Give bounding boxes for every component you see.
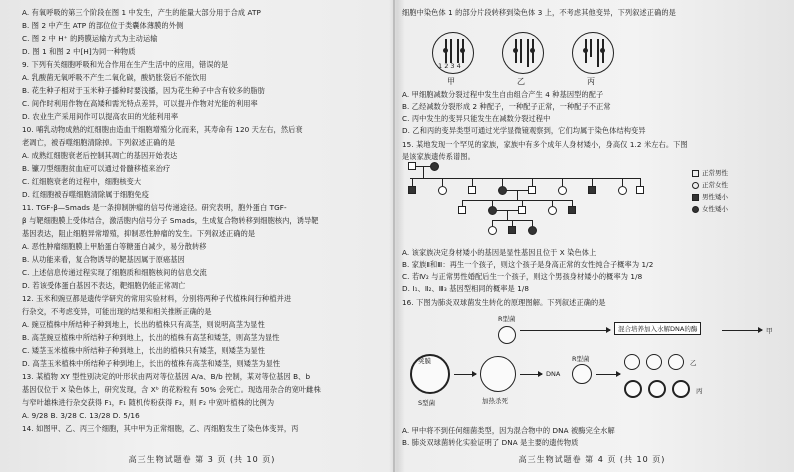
legend-normal-male: 正常男性 xyxy=(702,169,728,177)
q15-option-a: A. 该家族决定身材矮小的基因是显性基因且位于 X 染色体上 xyxy=(402,248,597,257)
left-page-footer: 高三生物试题卷 第 3 页 (共 10 页) xyxy=(128,455,276,464)
left-text-line: β 与靶细胞膜上受体结合，激活胞内信号分子 Smads，生成复合物转移到细胞核内，诱导靶 xyxy=(22,216,319,225)
label-s-type: S型菌 xyxy=(418,399,436,407)
q16-option-b: B. 肺炎双球菌转化实验证明了 DNA 是主要的遗传物质 xyxy=(402,438,579,447)
label-bing: 丙 xyxy=(696,387,703,395)
left-text-line: B. 从功能来看，复合物诱导的靶基因属于原癌基因 xyxy=(22,255,185,264)
left-text-line: B. 镰刀型细胞贫血症可以通过骨髓移植来治疗 xyxy=(22,164,171,173)
label-jia: 甲 xyxy=(766,327,773,335)
left-page xyxy=(22,6,382,466)
q15-option-c: C. 若Ⅳ₂ 与正常男性婚配后生一个孩子，则这个男孩身材矮小的概率为 1/8 xyxy=(402,272,643,281)
pedigree-male xyxy=(408,162,416,170)
label-heat-killed: 加热杀死 xyxy=(482,397,508,405)
left-text-line: A. 成熟红细胞衰老后控制其凋亡的基因开始表达 xyxy=(22,151,178,160)
label-dna: DNA xyxy=(546,370,561,378)
left-text-line: 10. 哺乳动物成熟的红细胞由造血干细胞增殖分化而来，其寿命有 120 天左右，然后衰 xyxy=(22,125,303,134)
q15-option-d: D. Ⅰ₁、Ⅱ₂、Ⅲ₃ 基因型相同的概率是 1/8 xyxy=(402,284,530,293)
left-text-line: A. 恶性肿瘤细胞膜上甲胎蛋白等糖蛋白减少，易分散转移 xyxy=(22,242,207,251)
q15-line-1: 15. 某地发现一个罕见的家族，家族中有多个成年人身材矮小，身高仅 1.2 米左右。下图 xyxy=(402,140,688,149)
left-text-line: 11. TGF-β—Smads 是一条抑制肿瘤的信号传递途径。研究表明，胞外蛋白 TGF- xyxy=(22,203,287,212)
cell-yi xyxy=(502,32,544,74)
transformation-diagram xyxy=(402,306,782,416)
mix-culture-box: 混合培养加入水解DNA的酶 xyxy=(614,322,701,335)
label-r-type-2: R型菌 xyxy=(572,355,590,363)
left-text-line: A. 乳酸菌无氧呼吸不产生二氧化碳，酸奶胀袋后不能饮用 xyxy=(22,73,207,82)
pedigree-female-affected xyxy=(430,162,439,171)
right-page xyxy=(402,6,782,466)
label-yi: 乙 xyxy=(690,359,697,367)
q14-option-d: D. 乙和丙的变异类型可通过光学显微镜观察到，它们均属于染色体结构变异 xyxy=(402,126,646,135)
legend-affected-male: 男性矮小 xyxy=(702,193,728,201)
r-bacterium xyxy=(498,326,516,344)
left-text-line: 13. 某植物 XY 型性别决定的叶形状由两对等位基因 A/a、B/b 控制，某对等位基因 B、b xyxy=(22,372,311,381)
left-text-line: A. 9/28 B. 3/28 C. 13/28 D. 5/16 xyxy=(22,411,140,420)
label-r-type: R型菌 xyxy=(498,315,516,323)
left-text-line: C. 红细胞衰老的过程中，细胞核变大 xyxy=(22,177,142,186)
left-text-line: D. 高茎玉米植株中所结种子种到地上，长出的植株有高茎和矮茎，则矮茎为显性 xyxy=(22,359,281,368)
left-text-line: D. 红细胞被吞噬细胞清除属于细胞免疫 xyxy=(22,190,150,199)
left-text-line: 12. 玉米和豌豆都是遗传学研究的常用实验材料，分别将两种子代植株间行种植并进 xyxy=(22,294,292,303)
left-text-line: B. 高茎豌豆植株中所结种子种到地上，长出的植株有高茎和矮茎，则高茎为显性 xyxy=(22,333,280,342)
left-text-line: C. 上述信息传递过程实现了细胞质和细胞核间的信息交流 xyxy=(22,268,207,277)
q16-stem: 16. 下图为肺炎双球菌发生转化的原理图解。下列叙述正确的是 xyxy=(402,298,606,307)
left-text-line: 基因表达，阻止细胞异常增殖，抑制恶性肿瘤的发生。下列叙述正确的是 xyxy=(22,229,256,238)
left-text-line: 基因仅位于 X 染色体上，研究发现，含 Xᵇ 的花粉粒有 50% 会死亡。现选用杂合的宽叶雌株 xyxy=(22,385,321,394)
left-text-line: C. 矮茎玉米植株中所结种子种到地上，长出的植株只有矮茎，则矮茎为显性 xyxy=(22,346,266,355)
left-text-line: 与窄叶雄株进行杂交获得 F₁，F₁ 随机传粉获得 F₂，则 F₂ 中宽叶植株的比例为 xyxy=(22,398,275,407)
left-text-line: A. 有氧呼吸的第三个阶段在图 1 中发生，产生的能量大部分用于合成 ATP xyxy=(22,8,261,17)
left-text-line: B. 花生种子相对于玉米种子播种时要浅播，因为花生种子中含有较多的脂肪 xyxy=(22,86,266,95)
q15-option-b: B. 家族Ⅱ和Ⅲ：再生一个孩子，则这个孩子是身高正常的女性纯合子概率为 1/2 xyxy=(402,260,654,269)
q16-option-a: A. 甲中将不到任何细菌类型，因为混合物中的 DNA 被酶完全水解 xyxy=(402,426,615,435)
label-capsule: 荚膜 xyxy=(418,357,431,365)
page-spine xyxy=(393,0,395,472)
legend-normal-female: 正常女性 xyxy=(702,181,728,189)
left-text-line: 9. 下列有关细胞呼吸和光合作用在生产生活中的应用，错误的是 xyxy=(22,60,229,69)
q15-line-2: 是该家族遗传系谱图。 xyxy=(402,152,475,161)
cell-label-yi: 乙 xyxy=(517,77,525,86)
cell-label-jia: 甲 xyxy=(447,77,455,86)
legend-affected-female: 女性矮小 xyxy=(702,205,728,213)
heat-killed-s xyxy=(480,356,516,392)
left-text-line: B. 图 2 中产生 ATP 的部位位于类囊体薄膜的外侧 xyxy=(22,21,184,30)
left-text-line: C. 图 2 中 H⁺ 的跨膜运输方式为主动运输 xyxy=(22,34,158,43)
left-text-line: C. 间作时利用作物在高矮和需光特点差异，可以提升作物对光能的利用率 xyxy=(22,99,258,108)
right-page-footer: 高三生物试题卷 第 4 页 (共 10 页) xyxy=(518,455,666,464)
q14-option-c: C. 丙中发生的变异只能发生在减数分裂过程中 xyxy=(402,114,551,123)
left-text-line: 老凋亡，被吞噬细胞清除掉。下列叙述正确的是 xyxy=(22,138,176,147)
cell-numbers: 1 2 3 4 xyxy=(438,62,461,70)
q14-option-a: A. 甲细胞减数分裂过程中发生自由组合产生 4 种基因型的配子 xyxy=(402,90,604,99)
q14-option-b: B. 乙经减数分裂形成 2 种配子，一种配子正常，一种配子不正常 xyxy=(402,102,611,111)
left-text-line: D. 农业生产采用间作可以提高农田的光能利用率 xyxy=(22,112,179,121)
left-text-line: A. 豌豆植株中所结种子种到地上，长出的植株只有高茎，则说明高茎为显性 xyxy=(22,320,265,329)
left-text-line: 行杂交，不考虑变异，可能出现的结果和相关推断正确的是 xyxy=(22,307,212,316)
r-bacterium-2 xyxy=(572,364,592,384)
q14-intro: 细胞中染色体 1 的部分片段转移到染色体 3 上，不考虑其他变异，下列叙述正确的是 xyxy=(402,8,676,17)
cell-bing xyxy=(572,32,614,74)
left-text-line: D. 若该受体蛋白基因不表达，靶细胞仍能正常凋亡 xyxy=(22,281,186,290)
left-text-line: D. 图 1 和图 2 中[H]为同一种物质 xyxy=(22,47,136,56)
left-text-line: 14. 如图甲、乙、丙三个细胞，其中甲为正常细胞，乙、丙细胞发生了染色体变异，丙 xyxy=(22,424,299,433)
cell-label-bing: 丙 xyxy=(587,77,595,86)
